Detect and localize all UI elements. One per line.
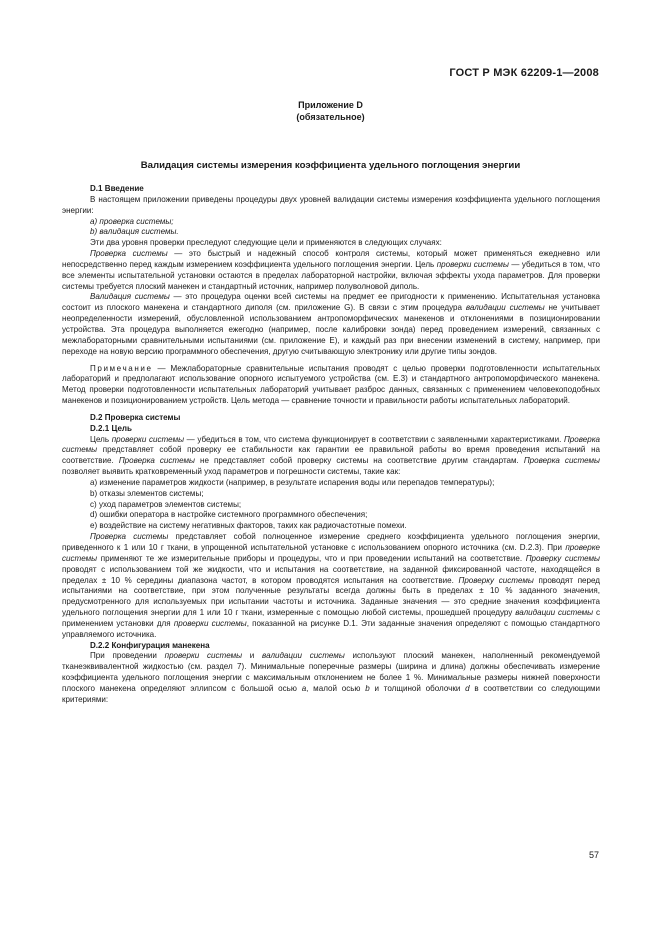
list-item: b) отказы элементов системы; (90, 488, 204, 498)
note: Примечание — Межлабораторные сравнительные испытания проводят с целью проверки подготовленности испытательных лабораторий и предполагают использование опорного испытуемого устройства (см. E.3) и стандартного антропоморфического манекена. Метод проверки подготовленности испытательных лабораторий учитывает разброс данных, связанных с применением человекоподобных манекенов и позиционированием устройств. Цель метода — сравнение точности и правильности работы испытательных лабораторий. (62, 363, 600, 406)
section-heading-d2: D.2 Проверка системы (90, 412, 181, 422)
paragraph: Проверка системы — это быстрый и надежный способ контроля системы, который может применяться ежедневно или непосредственно перед каждым измерением коэффициента удельного поглощения энергии. Цель проверки системы — убедиться в том, что все элементы испытательной установки остаются в пределах лабораторной настройки, включая эффекты ухода параметров. Для проверки системы требуется плоский манекен и стандартный источник, например полуволновой диполь. (62, 249, 601, 291)
list-item: d) ошибки оператора в настройке системного программного обеспечения; (90, 510, 368, 520)
page-number: 57 (588, 850, 599, 860)
subsection-heading-d21: D.2.1 Цель (90, 423, 132, 433)
list-item: b) валидация системы. (90, 227, 179, 237)
document-title: Валидация системы измерения коэффициента удельного поглощения энергии (140, 160, 521, 171)
paragraph: Валидация системы — это процедура оценки всей системы на предмет ее пригодности к применению. Испытательная установка состоит из плоского манекена и стандартного диполя (см. приложение G). В связи с этим процедура валидации системы не учитывает неопределенности измерений, обусловленной использованием антропоморфических манекенов и отклонениями в позиционировании устройства. Эта процедура выполняется ежегодно (например, после калибровки зонда) перед проведением измерений, связанных с межлабораторными сравнительными испытаниями (см. приложение E), и каждый раз при внесении изменений в систему, например, при переходе на новую версию программного обеспечения, другую считывающую электронику или другие типы зондов. (62, 292, 600, 356)
note-label: Примечание (90, 363, 153, 373)
paragraph: В настоящем приложении приведены процедуры двух уровней валидации системы измерения коэффициента удельного поглощения энергии: (62, 194, 600, 215)
list-item: a) проверка системы; (90, 216, 174, 226)
paragraph: Эти два уровня проверки преследуют следующие цели и применяются в следующих случаях: (90, 238, 442, 248)
list-item: c) уход параметров элементов системы; (90, 499, 242, 509)
paragraph: Цель проверки системы — убедиться в том, что система функционирует в соответствии с заявленными характеристиками. Проверка системы представляет собой проверку ее стабильности как гарантии ее правильной работы во время проведения испытаний на соответствие. Проверка системы не представляет собой проверку системы на соответствие другим стандартам. Проверка системы позволяет выявить кратковременный уход параметров и погрешности системы, такие как: (62, 434, 600, 477)
section-heading-d1: D.1 Введение (90, 184, 144, 193)
paragraph: Проверка системы представляет собой полноценное измерение среднего коэффициента удельного поглощения энергии, приведенного к 1 или 10 г ткани, в упрощенной испытательной установке с использованием опорного источника (см. D.2.3). При проверке системы применяют те же измерительные приборы и процедуры, что и при проведении испытаний на соответствие. Проверку системы проводят с использованием той же жидкости, что и испытания на соответствие, на заданной фиксированной частоте, находящейся в пределах ± 10 % середины диапазона частот, в котором проводятся испытания на соответствие. Проверку системы проводят перед испытаниями на соответствие, при этом полученные результаты всегда должны быть в пределах ± 10 % заданного значения, предусмотренного для используемых при испытании частоты и источника. Заданные значения — это средние значения коэффициента удельного поглощения энергии для 1 или 10 г ткани, измеренные с помощью любой системы, прошедшей процедуру валидации системы с применением установки для проверки системы, показанной на рисунке D.1. Эти заданные значения определяют с помощью стандартного управляемого источника. (62, 532, 600, 639)
subsection-heading-d22: D.2.2 Конфигурация манекена (90, 640, 210, 650)
body-text (62, 184, 600, 706)
annex-status: (обязательное) (296, 112, 365, 122)
paragraph: При проведении проверки системы и валидации системы используют плоский манекен, наполненный рекомендуемой тканеэквивалентной жидкостью (см. раздел 7). Минимальные поперечные размеры (ширина и длина) должны обеспечивать измерение коэффициента удельного поглощения энергии с максимальным отклонением не более 1 %. Минимальные размеры нижней поверхности плоского манекена определяют эллипсом с большой осью a, малой осью b и толщиной оболочки d в соответствии со следующими критериями: (62, 651, 601, 704)
annex-title: Приложение D (298, 100, 363, 110)
standard-number: ГОСТ Р МЭК 62209-1—2008 (449, 67, 599, 79)
list-item: e) воздействие на систему негативных факторов, таких как радиочастотные помехи. (90, 521, 407, 531)
list-item: a) изменение параметров жидкости (например, в результате испарения воды или перепадов температуры); (90, 477, 495, 487)
